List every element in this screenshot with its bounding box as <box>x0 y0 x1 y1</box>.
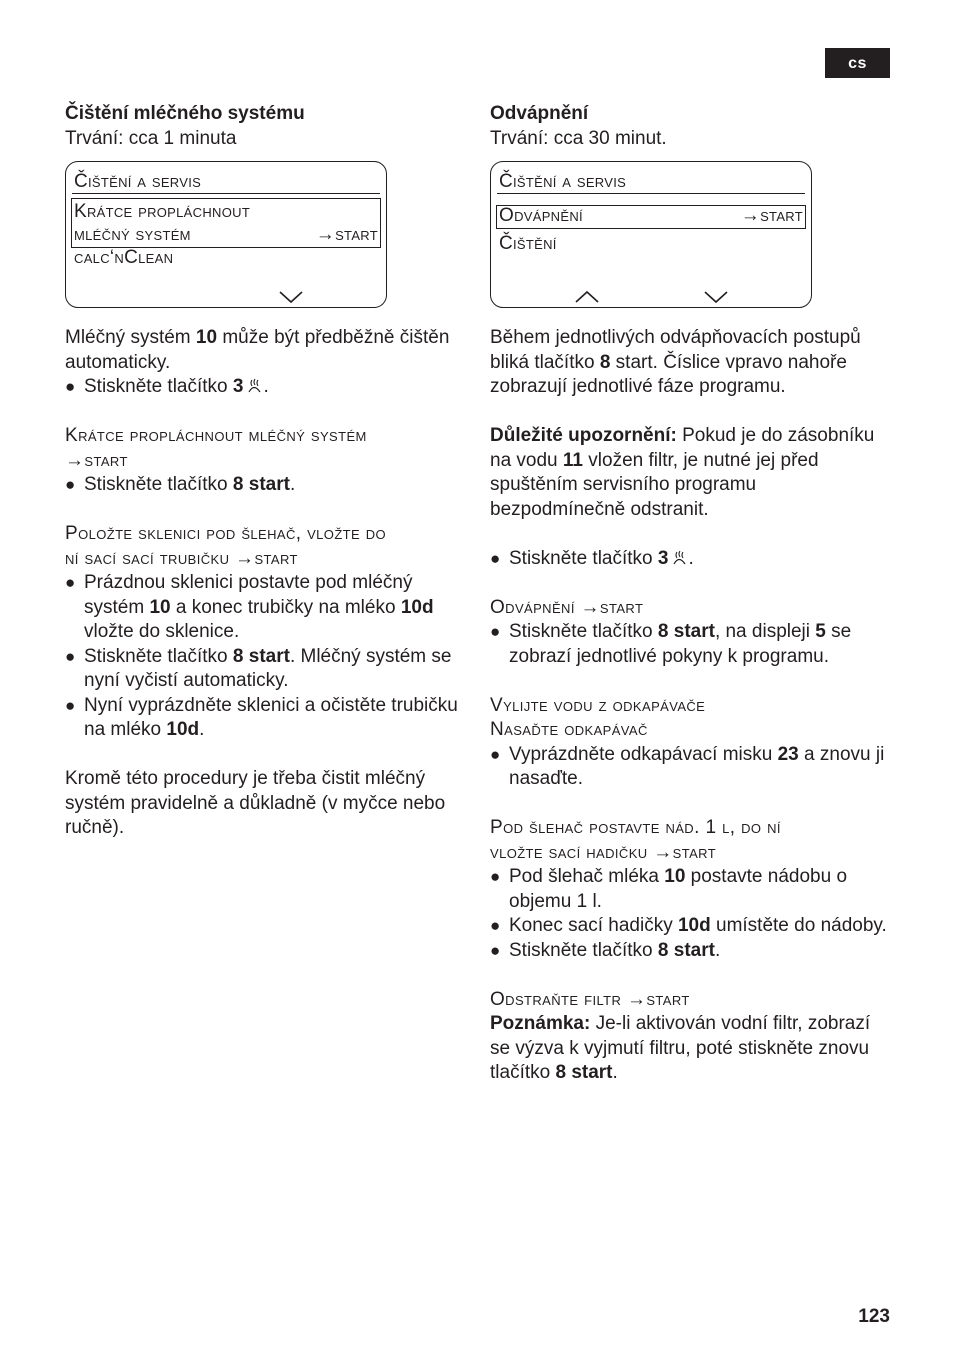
display-title: Čištění a servis <box>74 171 202 192</box>
bullet-item: ● Stiskněte tlačítko 3 . <box>490 547 895 572</box>
steam-icon <box>246 376 263 394</box>
milk-system-cleaning-section <box>65 102 465 841</box>
bullet-item: ● Stiskněte tlačítko 8 start. Mléčný systém se nyní vyčistí automaticky. <box>65 645 465 694</box>
paragraph: Během jednotlivých odvápňovacích postupů bliká tlačítko 8 start. Číslice vpravo nahoře zobrazují jednotlivé fáze programu. <box>490 327 861 397</box>
bullet-item: ● Stiskněte tlačítko 8 start. <box>490 939 895 964</box>
paragraph: Kromě této procedury je třeba čistit mléčný systém pravidelně a důkladně (v myčce nebo ručně). <box>65 768 446 838</box>
display-message: Pod šlehač postavte nád. 1 l, do ní <box>490 817 781 838</box>
language-tab: cs <box>825 48 890 78</box>
display-line: Krátce propláchnout <box>74 201 251 222</box>
note-paragraph: Poznámka: Je-li aktivován vodní filtr, zobrazí se výzva k vyjmutí filtru, poté stiskněte znovu tlačítko 8 start. <box>490 1013 871 1083</box>
section-title: Čištění mléčného systému <box>65 103 305 124</box>
duration-text: Trvání: cca 1 minuta <box>65 127 237 149</box>
chevron-down-icon <box>278 290 304 304</box>
bullet-item: ● Pod šlehač mléka 10 postavte nádobu o objemu 1 l. <box>490 865 895 914</box>
display-message: Nasaďte odkapávač <box>490 719 648 740</box>
display-message: Krátce propláchnout mléčný systém <box>65 425 367 446</box>
display-start-label: →start <box>315 224 378 245</box>
warning-paragraph: Důležité upozornění: Pokud je do zásobníku na vodu 11 vložen filtr, je nutné jej před spuštěním servisního programu bezpodmínečně odstranit. <box>490 425 875 520</box>
display-start-label: →start <box>740 205 803 226</box>
section-title: Odvápnění <box>490 103 589 124</box>
bullet-item: ● Stiskněte tlačítko 3 . <box>65 375 465 400</box>
display-message: ní sací sací trubičku →start <box>65 547 298 569</box>
display-line: calc‘nClean <box>74 247 174 268</box>
display-screen <box>65 161 387 308</box>
paragraph: Mléčný systém 10 může být předběžně čištěn automaticky. <box>65 327 450 373</box>
display-divider <box>72 193 380 194</box>
bullet-item: ● Prázdnou sklenici postavte pod mléčný systém 10 a konec trubičky na mléko 10d vložte do sklenice. <box>65 571 465 645</box>
steam-icon <box>671 548 688 566</box>
display-line: Čištění <box>499 233 557 254</box>
display-message: Odstraňte filtr →start <box>490 988 690 1010</box>
bullet-item: ● Konec sací hadičky 10d umístěte do nádoby. <box>490 914 895 939</box>
chevron-down-icon <box>703 290 729 304</box>
display-message: →start <box>65 449 128 471</box>
bullet-item: ● Nyní vyprázdněte sklenici a očistěte trubičku na mléko 10d. <box>65 694 465 743</box>
display-line: mléčný systém <box>74 224 191 245</box>
display-title: Čištění a servis <box>499 171 627 192</box>
descaling-section <box>490 102 895 1086</box>
display-divider <box>497 193 805 194</box>
chevron-up-icon <box>574 290 600 304</box>
display-message: vložte sací hadičku →start <box>490 841 717 863</box>
page-number: 123 <box>858 1306 890 1327</box>
bullet-item: ● Stiskněte tlačítko 8 start, na displeji 5 se zobrazí jednotlivé pokyny k programu. <box>490 620 895 669</box>
display-message: Odvápnění →start <box>490 596 644 618</box>
bullet-item: ● Vyprázdněte odkapávací misku 23 a znovu ji nasaďte. <box>490 743 895 792</box>
bullet-item: ● Stiskněte tlačítko 8 start. <box>65 473 465 498</box>
display-screen <box>490 161 812 308</box>
display-message: Vylijte vodu z odkapávače <box>490 694 706 716</box>
display-line: Odvápnění <box>499 205 583 226</box>
duration-text: Trvání: cca 30 minut. <box>490 127 667 149</box>
display-message: Položte sklenici pod šlehač, vložte do <box>65 523 387 544</box>
